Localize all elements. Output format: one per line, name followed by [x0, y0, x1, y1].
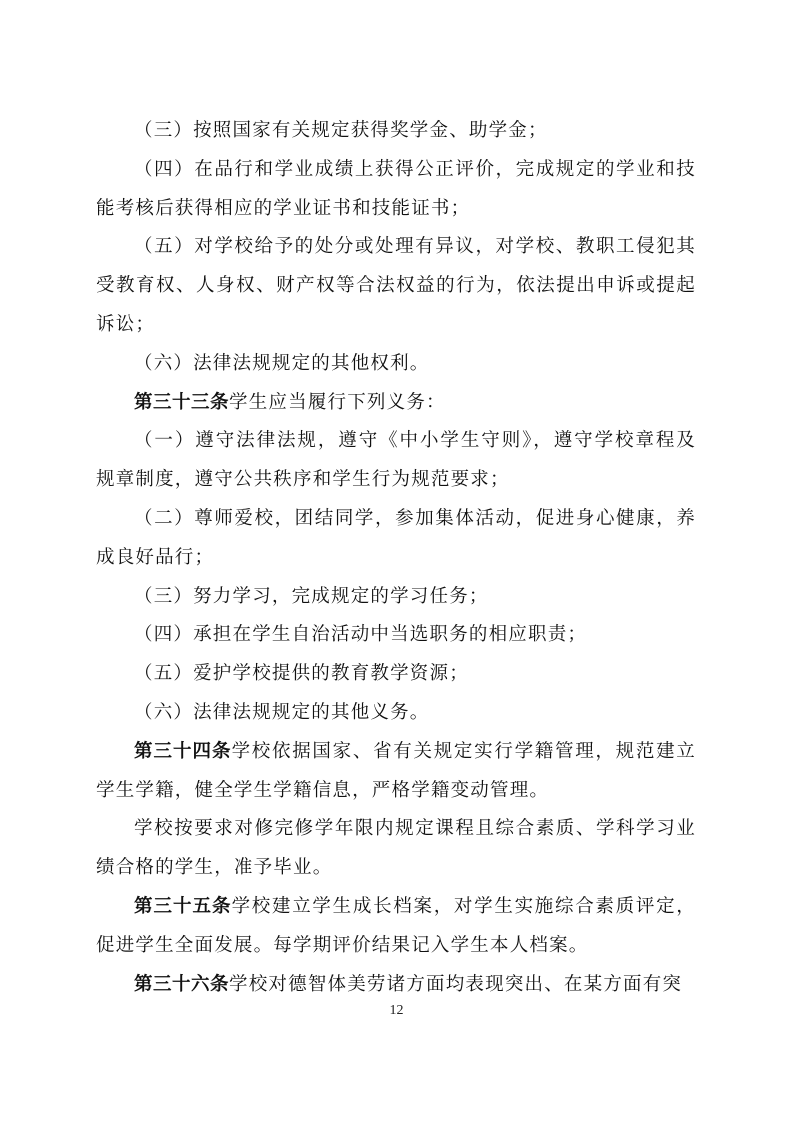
paragraph-7: [96, 500, 696, 578]
paragraph-10: [96, 655, 696, 694]
paragraph-text: （四）承担在学生自治活动中当选职务的相应职责；: [134, 624, 588, 646]
paragraph-12: [96, 733, 696, 811]
article-number: 第三十五条: [134, 895, 232, 917]
paragraph-14: [96, 888, 696, 966]
paragraph-4: [96, 345, 696, 384]
paragraph-8: [96, 578, 696, 617]
paragraph-text: （一）遵守法律法规，遵守《中小学生守则》，遵守学校章程及规章制度，遵守公共秩序和学生行为规范要求；: [96, 430, 696, 491]
paragraph-text: （六）法律法规规定的其他权利。: [134, 352, 430, 374]
paragraph-3: [96, 228, 696, 344]
paragraph-1: [96, 112, 696, 151]
paragraph-11: [96, 694, 696, 733]
paragraph-text: 学校按要求对修完修学年限内规定课程且综合素质、学科学习业绩合格的学生，准予毕业。: [96, 818, 696, 879]
article-number: 第三十四条: [134, 740, 232, 762]
paragraph-15: [96, 966, 696, 1005]
paragraph-5: [96, 384, 696, 423]
paragraph-text: （三）努力学习，完成规定的学习任务；: [134, 585, 489, 607]
page-number: 12: [389, 1003, 404, 1018]
paragraph-text: （三）按照国家有关规定获得奖学金、助学金；: [134, 120, 548, 141]
paragraph-text: 学校建立学生成长档案，对学生实施综合素质评定，促进学生全面发展。每学期评价结果记入学生本人档案。: [96, 895, 696, 956]
paragraph-9: [96, 616, 696, 655]
paragraph-text: （二）尊师爱校，团结同学，参加集体活动，促进身心健康，养成良好品行；: [96, 507, 696, 568]
body-text: [96, 112, 696, 1004]
paragraph-text: （五）对学校给予的处分或处理有异议，对学校、教职工侵犯其受教育权、人身权、财产权等合法权益的行为，依法提出申诉或提起诉讼；: [96, 236, 696, 335]
paragraph-text: 学校对德智体美劳诸方面均表现突出、在某方面有突: [229, 973, 683, 995]
paragraph-text: （六）法律法规规定的其他义务。: [134, 701, 430, 723]
paragraph-2: [96, 151, 696, 229]
paragraph-text: （五）爱护学校提供的教育教学资源；: [134, 663, 469, 685]
paragraph-6: [96, 422, 696, 500]
paragraph-text: 学校依据国家、省有关规定实行学籍管理，规范建立学生学籍，健全学生学籍信息，严格学籍变动管理。: [96, 740, 696, 801]
paragraph-text: 学生应当履行下列义务：: [229, 391, 446, 413]
paragraph-13: [96, 810, 696, 888]
article-number: 第三十六条: [134, 973, 230, 995]
article-number: 第三十三条: [134, 391, 230, 413]
paragraph-text: （四）在品行和学业成绩上获得公正评价，完成规定的学业和技能考核后获得相应的学业证书和技能证书；: [96, 158, 696, 219]
